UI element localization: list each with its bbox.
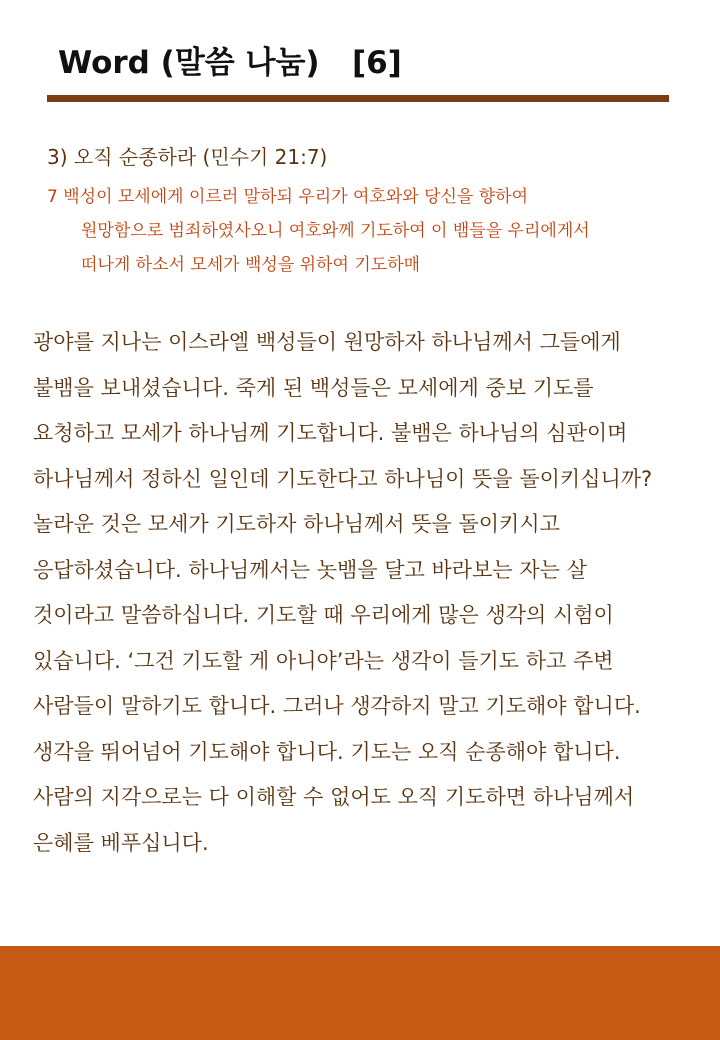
- verse-line: 원망함으로 범죄하였사오니 여호와께 기도하여 이 뱀들을 우리에게서: [81, 221, 590, 241]
- sermon-body: [33, 320, 703, 866]
- body-line: 사람들이 말하기도 합니다. 그러나 생각하지 말고 기도해야 합니다.: [33, 694, 641, 718]
- body-line: 생각을 뛰어넘어 기도해야 합니다. 기도는 오직 순종해야 합니다.: [33, 739, 621, 764]
- footer-bar: [0, 946, 720, 1040]
- body-line: 놀라운 것은 모세가 기도하자 하나님께서 뜻을 돌이키시고: [33, 512, 560, 536]
- body-line: 사람의 지각으로는 다 이해할 수 없어도 오직 기도하면 하나님께서: [33, 785, 635, 809]
- verse-line: 떠나게 하소서 모세가 백성을 위하여 기도하매: [81, 255, 421, 275]
- scripture-reference: 3) 오직 순종하라 (민수기 21:7): [47, 145, 328, 169]
- verse-line: 7 백성이 모세에게 이르러 말하되 우리가 여호와와 당신을 향하여: [47, 187, 529, 207]
- body-line: 응답하셨습니다. 하나님께서는 놋뱀을 달고 바라보는 자는 살: [33, 557, 587, 582]
- scripture-verse: [47, 180, 687, 282]
- title-divider: [47, 95, 669, 102]
- page-title: Word (말씀 나눔) [6]: [58, 45, 402, 81]
- body-line: 불뱀을 보내셨습니다. 죽게 된 백성들은 모세에게 중보 기도를: [33, 375, 594, 400]
- body-line: 것이라고 말씀하십니다. 기도할 때 우리에게 많은 생각의 시험이: [33, 603, 614, 627]
- body-line: 있습니다. ‘그건 기도할 게 아니야’라는 생각이 들기도 하고 주변: [33, 648, 614, 673]
- body-line: 요청하고 모세가 하나님께 기도합니다. 불뱀은 하나님의 심판이며: [33, 421, 628, 445]
- body-line: 광야를 지나는 이스라엘 백성들이 원망하자 하나님께서 그들에게: [33, 330, 621, 354]
- body-line: 은혜를 베푸십니다.: [33, 830, 209, 855]
- body-line: 하나님께서 정하신 일인데 기도한다고 하나님이 뜻을 돌이키십니까?: [33, 466, 653, 491]
